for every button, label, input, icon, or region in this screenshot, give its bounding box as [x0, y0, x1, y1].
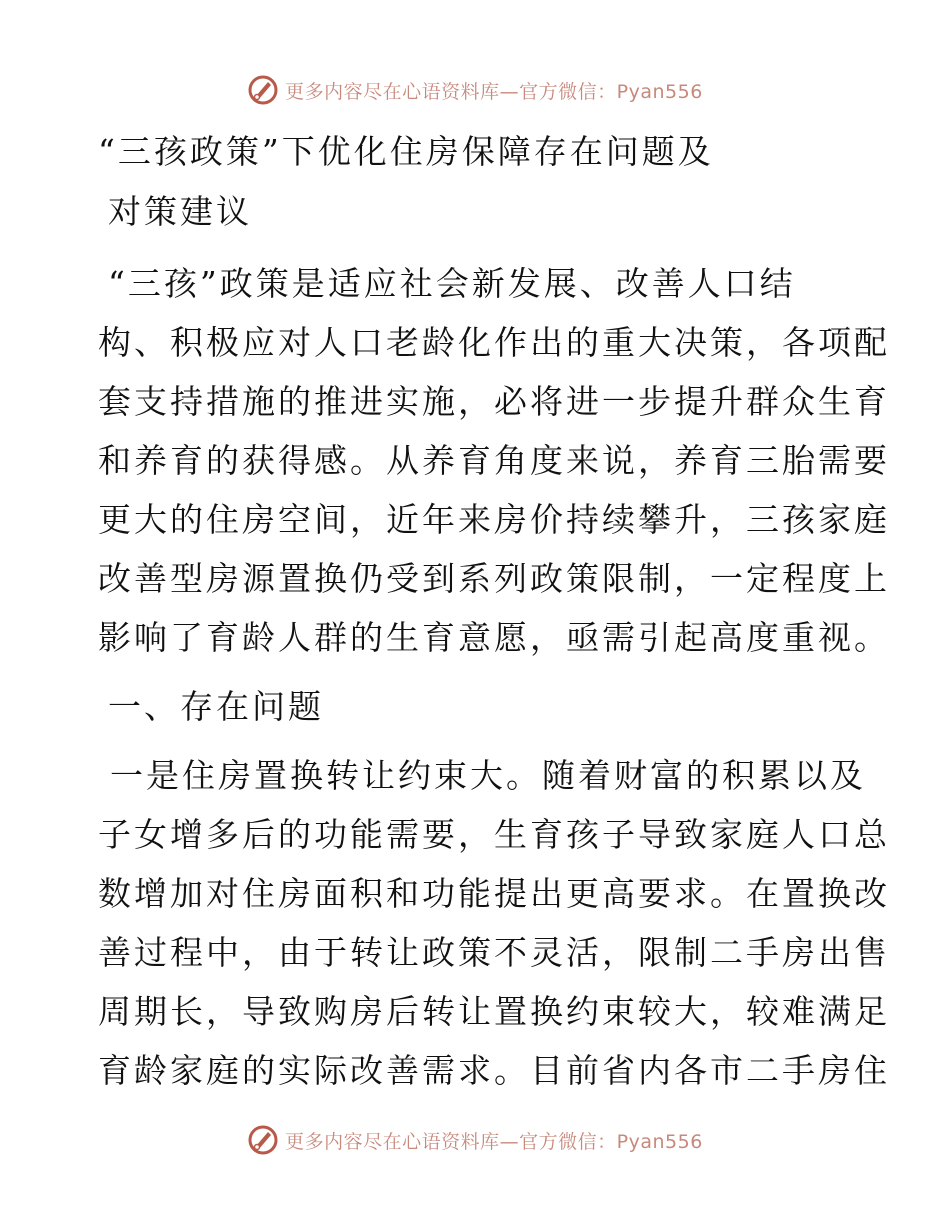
paragraph-line: 子女增多后的功能需要，生育孩子导致家庭人口总 [98, 815, 890, 854]
watermark-text: 更多内容尽在心语资料库—官方微信：Pyan556 [285, 1130, 703, 1153]
watermark-logo-icon [247, 74, 279, 106]
paragraph-line: 影响了育龄人群的生育意愿，亟需引起高度重视。 [98, 618, 890, 657]
paragraph-line: “三孩”政策是适应社会新发展、改善人口结 [108, 264, 796, 303]
section-paragraph [98, 746, 890, 1100]
paragraph-line: 构、积极应对人口老龄化作出的重大决策，各项配 [98, 323, 890, 362]
paragraph-line: 善过程中，由于转让政策不灵活，限制二手房出售 [98, 933, 890, 972]
paragraph-line: 育龄家庭的实际改善需求。目前省内各市二手房住 [98, 1051, 890, 1090]
paragraph-line: 周期长，导致购房后转让置换约束较大，较难满足 [98, 992, 890, 1031]
paragraph-line: 和养育的获得感。从养育角度来说，养育三胎需要 [98, 441, 890, 480]
header-watermark [0, 70, 950, 110]
paragraph-line: 数增加对住房面积和功能提出更高要求。在置换改 [98, 874, 890, 913]
section-heading: 一、存在问题 [108, 687, 324, 726]
watermark-text: 更多内容尽在心语资料库—官方微信：Pyan556 [285, 80, 703, 103]
paragraph-line: 改善型房源置换仍受到系列政策限制，一定程度上 [98, 559, 890, 598]
paragraph-line: 更大的住房空间，近年来房价持续攀升，三孩家庭 [98, 500, 890, 539]
document-body [98, 122, 890, 1100]
document-title-line-2: 对策建议 [108, 192, 252, 231]
document-title-line-1: “三孩政策”下优化住房保障存在问题及 [98, 132, 714, 171]
paragraph-line: 套支持措施的推进实施，必将进一步提升群众生育 [98, 382, 890, 421]
intro-paragraph [98, 254, 890, 667]
footer-watermark [0, 1120, 950, 1160]
watermark-logo-icon [247, 1124, 279, 1156]
paragraph-line: 一是住房置换转让约束大。随着财富的积累以及 [110, 756, 866, 795]
